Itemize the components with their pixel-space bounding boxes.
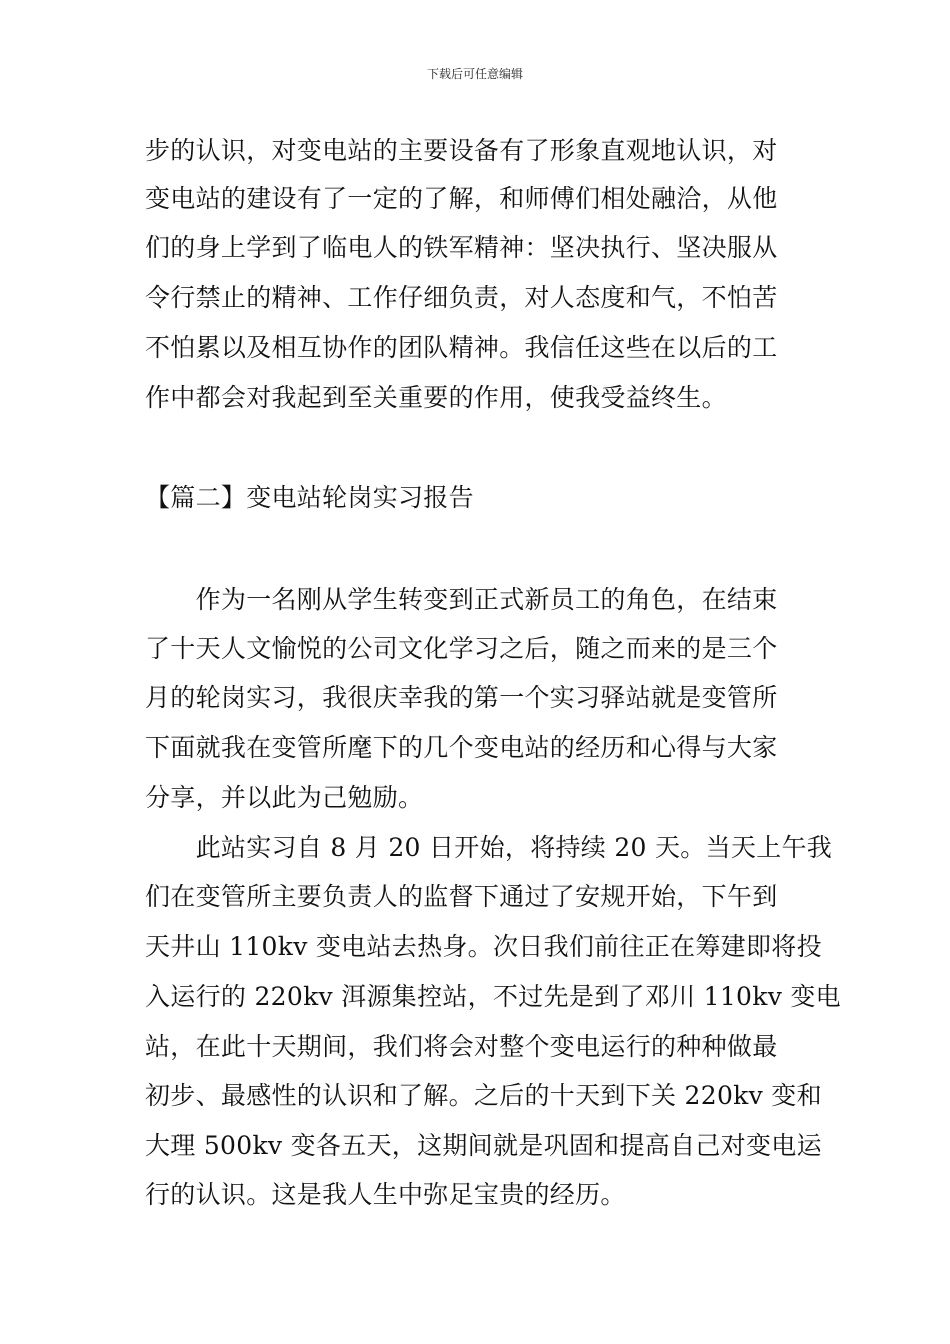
paragraph-line: 们的身上学到了临电人的铁军精神：坚决执行、坚决服从 [145, 233, 778, 262]
page-header: 下载后可任意编辑 [426, 67, 523, 81]
paragraph-line: 入运行的 220kv 洱源集控站，不过先是到了邓川 110kv 变电 [145, 982, 841, 1011]
section-heading: 【篇二】变电站轮岗实习报告 [145, 483, 474, 512]
paragraph-line: 天井山 110kv 变电站去热身。次日我们前往正在筹建即将投 [145, 932, 822, 961]
paragraph-line: 站，在此十天期间，我们将会对整个变电运行的种种做最 [145, 1032, 778, 1061]
paragraph-line: 大理 500kv 变各五天，这期间就是巩固和提高自己对变电运 [145, 1131, 822, 1160]
paragraph-line: 了十天人文愉悦的公司文化学习之后，随之而来的是三个 [145, 634, 778, 663]
paragraph-line: 步的认识，对变电站的主要设备有了形象直观地认识，对 [145, 136, 778, 165]
paragraph-line: 作为一名刚从学生转变到正式新员工的角色，在结束 [145, 585, 778, 614]
paragraph-line: 们在变管所主要负责人的监督下通过了安规开始，下午到 [145, 882, 778, 911]
paragraph-line: 变电站的建设有了一定的了解，和师傅们相处融洽，从他 [145, 184, 778, 213]
paragraph-line: 不怕累以及相互协作的团队精神。我信任这些在以后的工 [145, 333, 778, 362]
paragraph-line: 此站实习自 8 月 20 日开始，将持续 20 天。当天上午我 [145, 833, 833, 862]
paragraph-line: 下面就我在变管所麾下的几个变电站的经历和心得与大家 [145, 733, 778, 762]
paragraph-line: 初步、最感性的认识和了解。之后的十天到下关 220kv 变和 [145, 1081, 822, 1110]
paragraph-line: 令行禁止的精神、工作仔细负责，对人态度和气，不怕苦 [145, 283, 778, 312]
paragraph-line: 行的认识。这是我人生中弥足宝贵的经历。 [145, 1180, 626, 1209]
paragraph-line: 作中都会对我起到至关重要的作用，使我受益终生。 [145, 383, 727, 412]
paragraph-line: 分享，并以此为己勉励。 [145, 783, 424, 812]
paragraph-line: 月的轮岗实习，我很庆幸我的第一个实习驿站就是变管所 [145, 683, 778, 712]
